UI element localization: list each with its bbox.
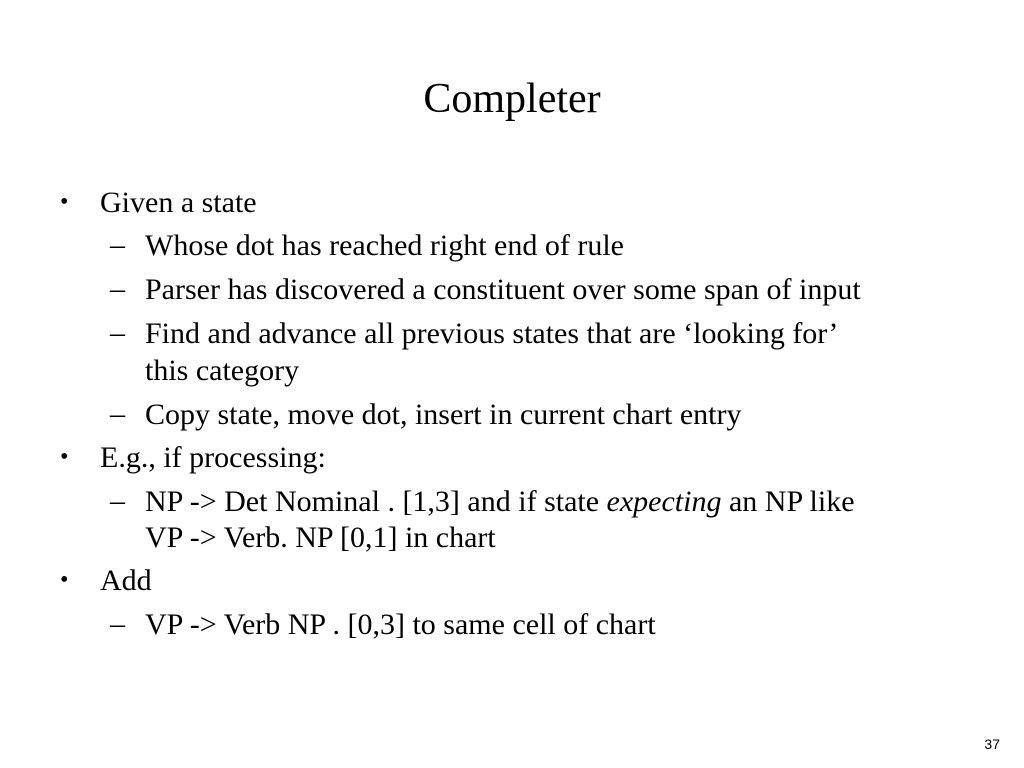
bullet-icon: •: [60, 189, 69, 215]
page-number: 37: [984, 736, 1000, 752]
sub-item-find-advance-line1: Find and advance all previous states that are ‘looking for’: [145, 317, 839, 350]
bullet-icon: •: [60, 444, 69, 470]
dash-icon: –: [110, 228, 125, 261]
dash-icon: –: [110, 397, 125, 430]
sub-item-vp-verb-np: VP -> Verb NP . [0,3] to same cell of chart: [145, 608, 656, 641]
sub-item-copy-state: Copy state, move dot, insert in current chart entry: [145, 398, 742, 431]
bullet-item-eg-processing: E.g., if processing:: [100, 441, 326, 474]
dash-icon: –: [110, 316, 125, 349]
bullet-icon: •: [60, 567, 69, 593]
np-rule-text: NP -> Det Nominal . [1,3] and if state: [145, 485, 607, 518]
sub-item-np-det-nominal-line2: VP -> Verb. NP [0,1] in chart: [145, 521, 496, 554]
np-like-text: an NP like: [721, 485, 855, 518]
sub-item-constituent-discovered: Parser has discovered a constituent over some span of input: [145, 273, 861, 306]
sub-item-dot-reached: Whose dot has reached right end of rule: [145, 229, 624, 262]
dash-icon: –: [110, 607, 125, 640]
sub-item-np-det-nominal-line1: [145, 484, 855, 520]
bullet-item-add: Add: [100, 564, 152, 597]
sub-item-find-advance-line2: this category: [145, 354, 300, 387]
bullet-item-given-a-state: Given a state: [100, 186, 257, 219]
dash-icon: –: [110, 484, 125, 517]
dash-icon: –: [110, 272, 125, 305]
expecting-emphasis: expecting: [606, 485, 722, 518]
slide-title: Completer: [423, 76, 601, 122]
